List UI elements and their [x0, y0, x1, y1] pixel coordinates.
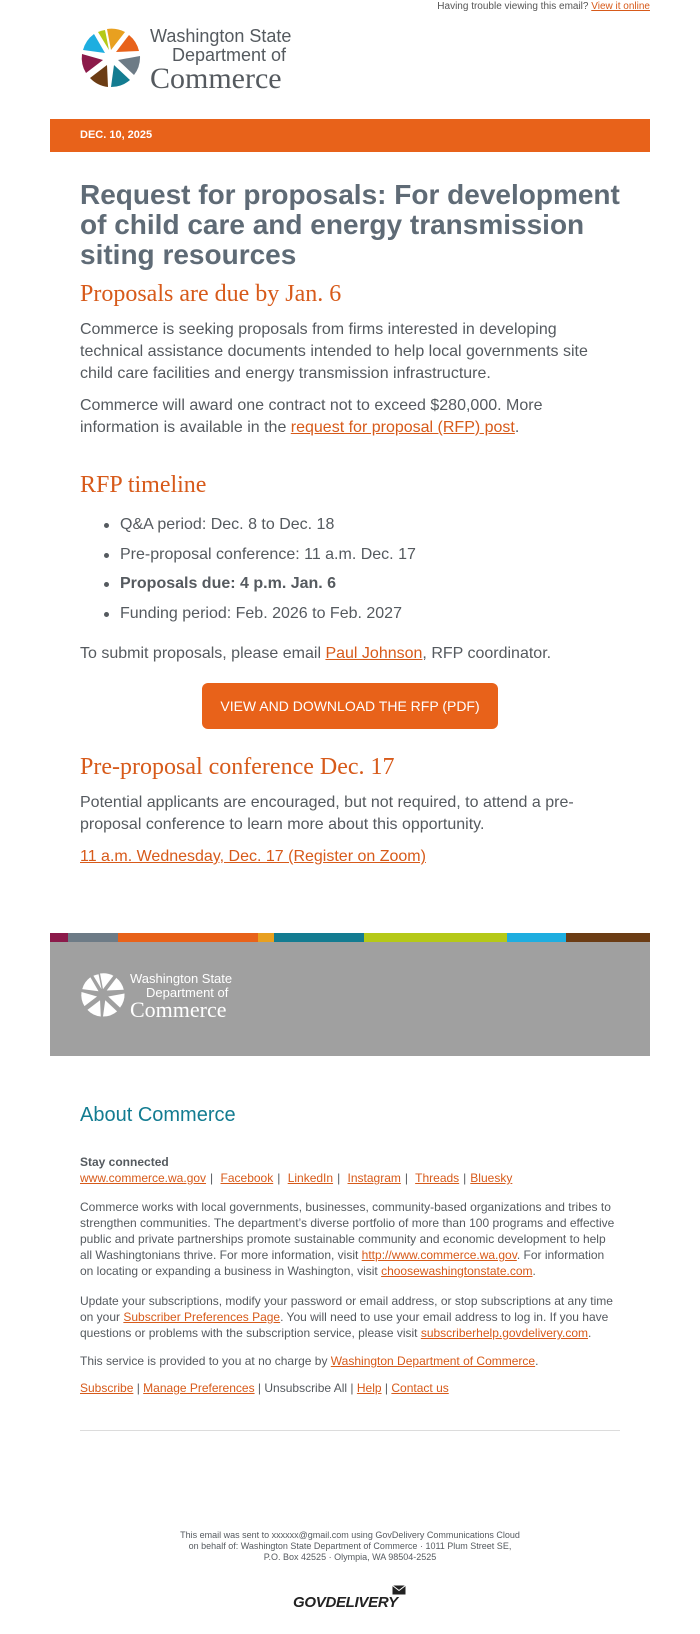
intro-paragraph: Commerce is seeking proposals from firms interested in developing technical assistance documents intended to help local governments site child care facilities and energy transmission infrastructure. — [80, 321, 588, 382]
stripe-segment — [566, 933, 650, 942]
list-item: Funding period: Feb. 2026 to Feb. 2027 — [100, 604, 416, 634]
subscription-info: Update your subscriptions, modify your password or email address, or stop subscriptions at any time on your Subscriber Preferences Page. You will need to use your email address to log in. If you have questions or problems with the subscription service, please visit subscriberhelp.govdelivery.com. — [80, 1294, 613, 1340]
stay-connected-label: Stay connected — [80, 1155, 169, 1169]
rfp-post-link[interactable]: request for proposal (RFP) post — [290, 419, 515, 436]
help-link[interactable]: Help — [356, 1381, 382, 1395]
social-links: www.commerce.wa.gov | Facebook | LinkedIn | Instagram | Threads | Bluesky — [80, 1171, 513, 1185]
footer-wordmark: Washington State Department of Commerce — [130, 971, 233, 1022]
about-heading: About Commerce — [80, 1104, 236, 1126]
unsubscribe-all-text: Unsubscribe All — [264, 1381, 348, 1395]
subscriber-help-link[interactable]: subscriberhelp.govdelivery.com — [420, 1326, 589, 1340]
view-online-bar — [437, 0, 650, 14]
envelope-icon — [392, 1585, 406, 1595]
service-notice: This service is provided to you at no charge by Washington Department of Commerce. — [80, 1354, 539, 1368]
choosewashington-link[interactable]: choosewashingtonstate.com — [381, 1264, 533, 1278]
threads-link[interactable]: Threads — [415, 1171, 460, 1185]
manage-preferences-link[interactable]: Manage Preferences — [143, 1381, 255, 1395]
conference-paragraph: Potential applicants are encouraged, but not required, to attend a pre-proposal conference to learn more about this opportunity. — [80, 794, 574, 833]
govdelivery-logo — [290, 1585, 410, 1615]
list-item: Proposals due: 4 p.m. Jan. 6 — [100, 574, 416, 604]
facebook-link[interactable]: Facebook — [220, 1171, 274, 1185]
download-rfp-button[interactable]: VIEW AND DOWNLOAD THE RFP (PDF) — [202, 683, 498, 729]
issue-date: DEC. 10, 2025 — [80, 129, 153, 141]
list-item: Q&A period: Dec. 8 to Dec. 18 — [100, 515, 416, 545]
sent-notice: This email was sent to xxxxxx@gmail.com using GovDelivery Communications Cloud on behalf of: Washington State Department of Commerce · 1011 Plum Street SE, P.O. Box 42525 · Olympia, WA 98504-2525 — [180, 1530, 520, 1562]
stripe-segment — [364, 933, 507, 942]
trouble-viewing-text: Having trouble viewing this email? — [437, 1, 589, 12]
commerce-star-white-icon — [80, 972, 126, 1018]
stripe-segment — [118, 933, 258, 942]
timeline-heading: RFP timeline — [80, 472, 207, 498]
stripe-segment — [274, 933, 364, 942]
date-banner — [50, 119, 650, 152]
commerce-site-link[interactable]: http://www.commerce.wa.gov — [361, 1248, 517, 1262]
footer-logo — [80, 972, 250, 1022]
stripe-segment — [258, 933, 274, 942]
stripe-segment — [507, 933, 566, 942]
color-stripe — [50, 933, 650, 942]
commerce-star-icon — [80, 27, 142, 89]
commerce-wordmark: Washington State Department of Commerce — [150, 26, 292, 95]
subscribe-link[interactable]: Subscribe — [80, 1381, 134, 1395]
list-item: Pre-proposal conference: 11 a.m. Dec. 17 — [100, 545, 416, 575]
commerce-department-link[interactable]: Washington Department of Commerce — [330, 1354, 536, 1368]
about-description: Commerce works with local governments, businesses, community-based organizations and tribes to strengthen communities. The department’s diverse portfolio of more than 100 programs and effective public and private partnerships promote sustainable community and economic development to help all Washingtonians thrive. For more information, visit http://www.commerce.wa.gov. For information on locating or expanding a business in Washington, visit choosewashingtonstate.com. — [80, 1200, 615, 1278]
conference-heading: Pre-proposal conference Dec. 17 — [80, 754, 395, 780]
website-link[interactable]: www.commerce.wa.gov — [80, 1171, 207, 1185]
subscription-links: Subscribe | Manage Preferences | Unsubscribe All | Help | Contact us — [80, 1381, 449, 1395]
instagram-link[interactable]: Instagram — [347, 1171, 401, 1185]
contact-us-link[interactable]: Contact us — [391, 1381, 449, 1395]
commerce-logo — [80, 25, 310, 95]
award-paragraph: Commerce will award one contract not to exceed $280,000. More information is available in the request for proposal (RFP) post. — [80, 397, 543, 436]
submit-paragraph: To submit proposals, please email Paul Johnson, RFP coordinator. — [80, 645, 552, 662]
zoom-register-link[interactable]: 11 a.m. Wednesday, Dec. 17 (Register on Zoom) — [80, 848, 426, 865]
page-title: Request for proposals: For development of child care and energy transmission siting resources — [80, 179, 620, 270]
subscriber-preferences-link[interactable]: Subscriber Preferences Page — [123, 1310, 281, 1324]
stripe-segment — [68, 933, 118, 942]
paul-johnson-email-link[interactable]: Paul Johnson — [325, 645, 423, 662]
stripe-segment — [50, 933, 68, 942]
due-subheading: Proposals are due by Jan. 6 — [80, 281, 342, 307]
linkedin-link[interactable]: LinkedIn — [287, 1171, 334, 1185]
headline-block — [80, 180, 620, 270]
view-online-link[interactable]: View it online — [591, 1, 650, 12]
govdelivery-wordmark: GOVDELIVERY — [293, 1594, 398, 1611]
divider — [80, 1430, 620, 1431]
bluesky-link[interactable]: Bluesky — [470, 1171, 513, 1185]
timeline-list — [100, 515, 416, 633]
footer-banner — [50, 942, 650, 1056]
